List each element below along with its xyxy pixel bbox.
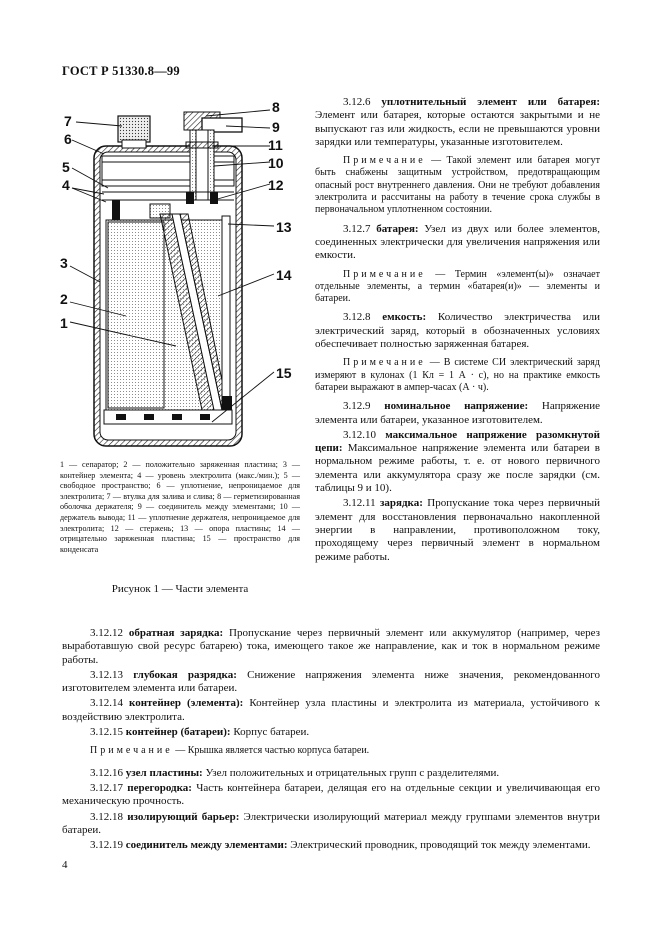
callout-1: 1 bbox=[60, 315, 68, 331]
document-header: ГОСТ Р 51330.8—99 bbox=[62, 64, 180, 78]
definition-3-12-17: 3.12.17 перегородка: Часть контейнера батареи, делящая его на отдельные секции и увеличивающая его механическую прочность. bbox=[62, 781, 601, 808]
definition-3-12-19: 3.12.19 соединитель между элементами: Электрический проводник, проводящий ток между элементами. bbox=[90, 839, 591, 852]
callout-11: 11 bbox=[268, 137, 283, 153]
definition-3-12-7: 3.12.7 батарея: Узел из двух или более элементов, соединенных электрически для увеличения напряжения или емкости. bbox=[315, 222, 601, 262]
definition-3-12-16: 3.12.16 узел пластины: Узел положительных и отрицательных групп с разделителями. bbox=[90, 766, 500, 779]
callout-14: 14 bbox=[276, 267, 292, 283]
note-3-12-15: Примечание — Крышка является частью корпуса батареи. bbox=[90, 745, 370, 757]
definition-3-12-18: 3.12.18 изолирующий барьер: Электрически изолирующий материал между группами элементов внутри батареи. bbox=[62, 810, 601, 836]
definition-3-12-10: 3.12.10 максимальное напряжение разомкнутой цепи: Максимальное напряжение элемента или батареи в нормальном режиме работы, т. е. от нового первичного элемента или аккумулятора сразу же после зарядки (см. таблицы 9 и 10). bbox=[315, 428, 601, 495]
definition-3-12-8: 3.12.8 емкость: Количество электричества или электрический заряд, который в обозначенных условиях обеспечивает полностью заряженная батарея. bbox=[315, 311, 601, 351]
figure-caption: Рисунок 1 — Части элемента bbox=[111, 583, 249, 595]
note-3-12-8: Примечание — В системе СИ электрический заряд измеряют в кулонах (1 Кл = 1 А · с), но на практике емкость батареи выражают в ампер-часах (А · ч). bbox=[315, 357, 600, 393]
definition-3-12-15: 3.12.15 контейнер (батареи): Корпус батареи. bbox=[90, 726, 310, 739]
callout-3: 3 bbox=[60, 255, 68, 271]
callout-6: 6 bbox=[64, 131, 72, 147]
callout-5: 5 bbox=[62, 159, 70, 175]
figure-legend: 1 — сепаратор; 2 — положительно заряженная пластина; 3 — контейнер элемента; 4 — уровень электролита (макс./мин.); 5 — свободное пространство; 6 — уплотнение, непроницаемое для электролита; 7 — втулка для залива и слива; 8 — герметизированная оболочка держателя; 9 — соединитель между элементами; 10 — держатель вывода; 11 — уплотнение держателя, непроницаемое для электролита; 12 — стержень; 13 — опора пластины; 14 — отрицательно заряженная пластина; 15 — пространство для конденсата bbox=[60, 460, 300, 554]
page-number: 4 bbox=[62, 859, 68, 871]
callout-7: 7 bbox=[64, 113, 72, 129]
note-3-12-7: Примечание — Термин «элемент(ы)» означает отдельные элементы, а термин «батарея(и)» — элементы и батареи. bbox=[315, 268, 600, 305]
callout-2: 2 bbox=[60, 291, 68, 307]
callout-10: 10 bbox=[268, 155, 284, 171]
callout-15: 15 bbox=[276, 365, 292, 381]
definition-3-12-9: 3.12.9 номинальное напряжение: Напряжение элемента или батареи, указанное изготовителем. bbox=[315, 400, 601, 426]
definition-3-12-12: 3.12.12 обратная зарядка: Пропускание через первичный элемент или аккумулятор (например, через выработавшую свой ресурс батарею) тока, имеющего такое же направление, как и ток в нормальном режиме работы. bbox=[62, 627, 600, 666]
definition-3-12-13: 3.12.13 глубокая разрядка: Снижение напряжения элемента ниже значения, рекомендованного изготовителем элемента или батареи. bbox=[62, 668, 600, 695]
full-width-section bbox=[62, 627, 600, 858]
callout-9: 9 bbox=[272, 119, 280, 135]
callout-13: 13 bbox=[276, 219, 292, 235]
definition-3-12-14: 3.12.14 контейнер (элемента): Контейнер узла пластины и электролита из материала, устойчивого к воздействию электролита. bbox=[62, 697, 601, 723]
cell-diagram bbox=[56, 96, 308, 456]
note-3-12-6: Примечание — Такой элемент или батарея могут быть снабжены защитным устройством, предотвращающим опасный рост внутреннего давления. Они не требуют добавления электролита и рассчитаны на работу в течение срока службы в первоначальном уплотненном состоянии. bbox=[315, 155, 600, 216]
callout-8: 8 bbox=[272, 99, 280, 115]
definition-3-12-6: 3.12.6 уплотнительный элемент или батарея: Элемент или батарея, которые остаются закрытыми и не выпускают газ или жидкость, если не превышаются уровни зарядки или температуры, указанные изготовителем. bbox=[315, 96, 601, 148]
right-column bbox=[315, 96, 600, 570]
callout-4: 4 bbox=[62, 177, 70, 193]
callout-12: 12 bbox=[268, 177, 284, 193]
cell-diagram-svg bbox=[56, 96, 308, 456]
definition-3-12-11: 3.12.11 зарядка: Пропускание тока через первичный элемент для восстановления первоначально накопленной энергии в направлении, противоположном току, проходящему через первичный элемент в нормальном режиме работы. bbox=[315, 497, 600, 563]
